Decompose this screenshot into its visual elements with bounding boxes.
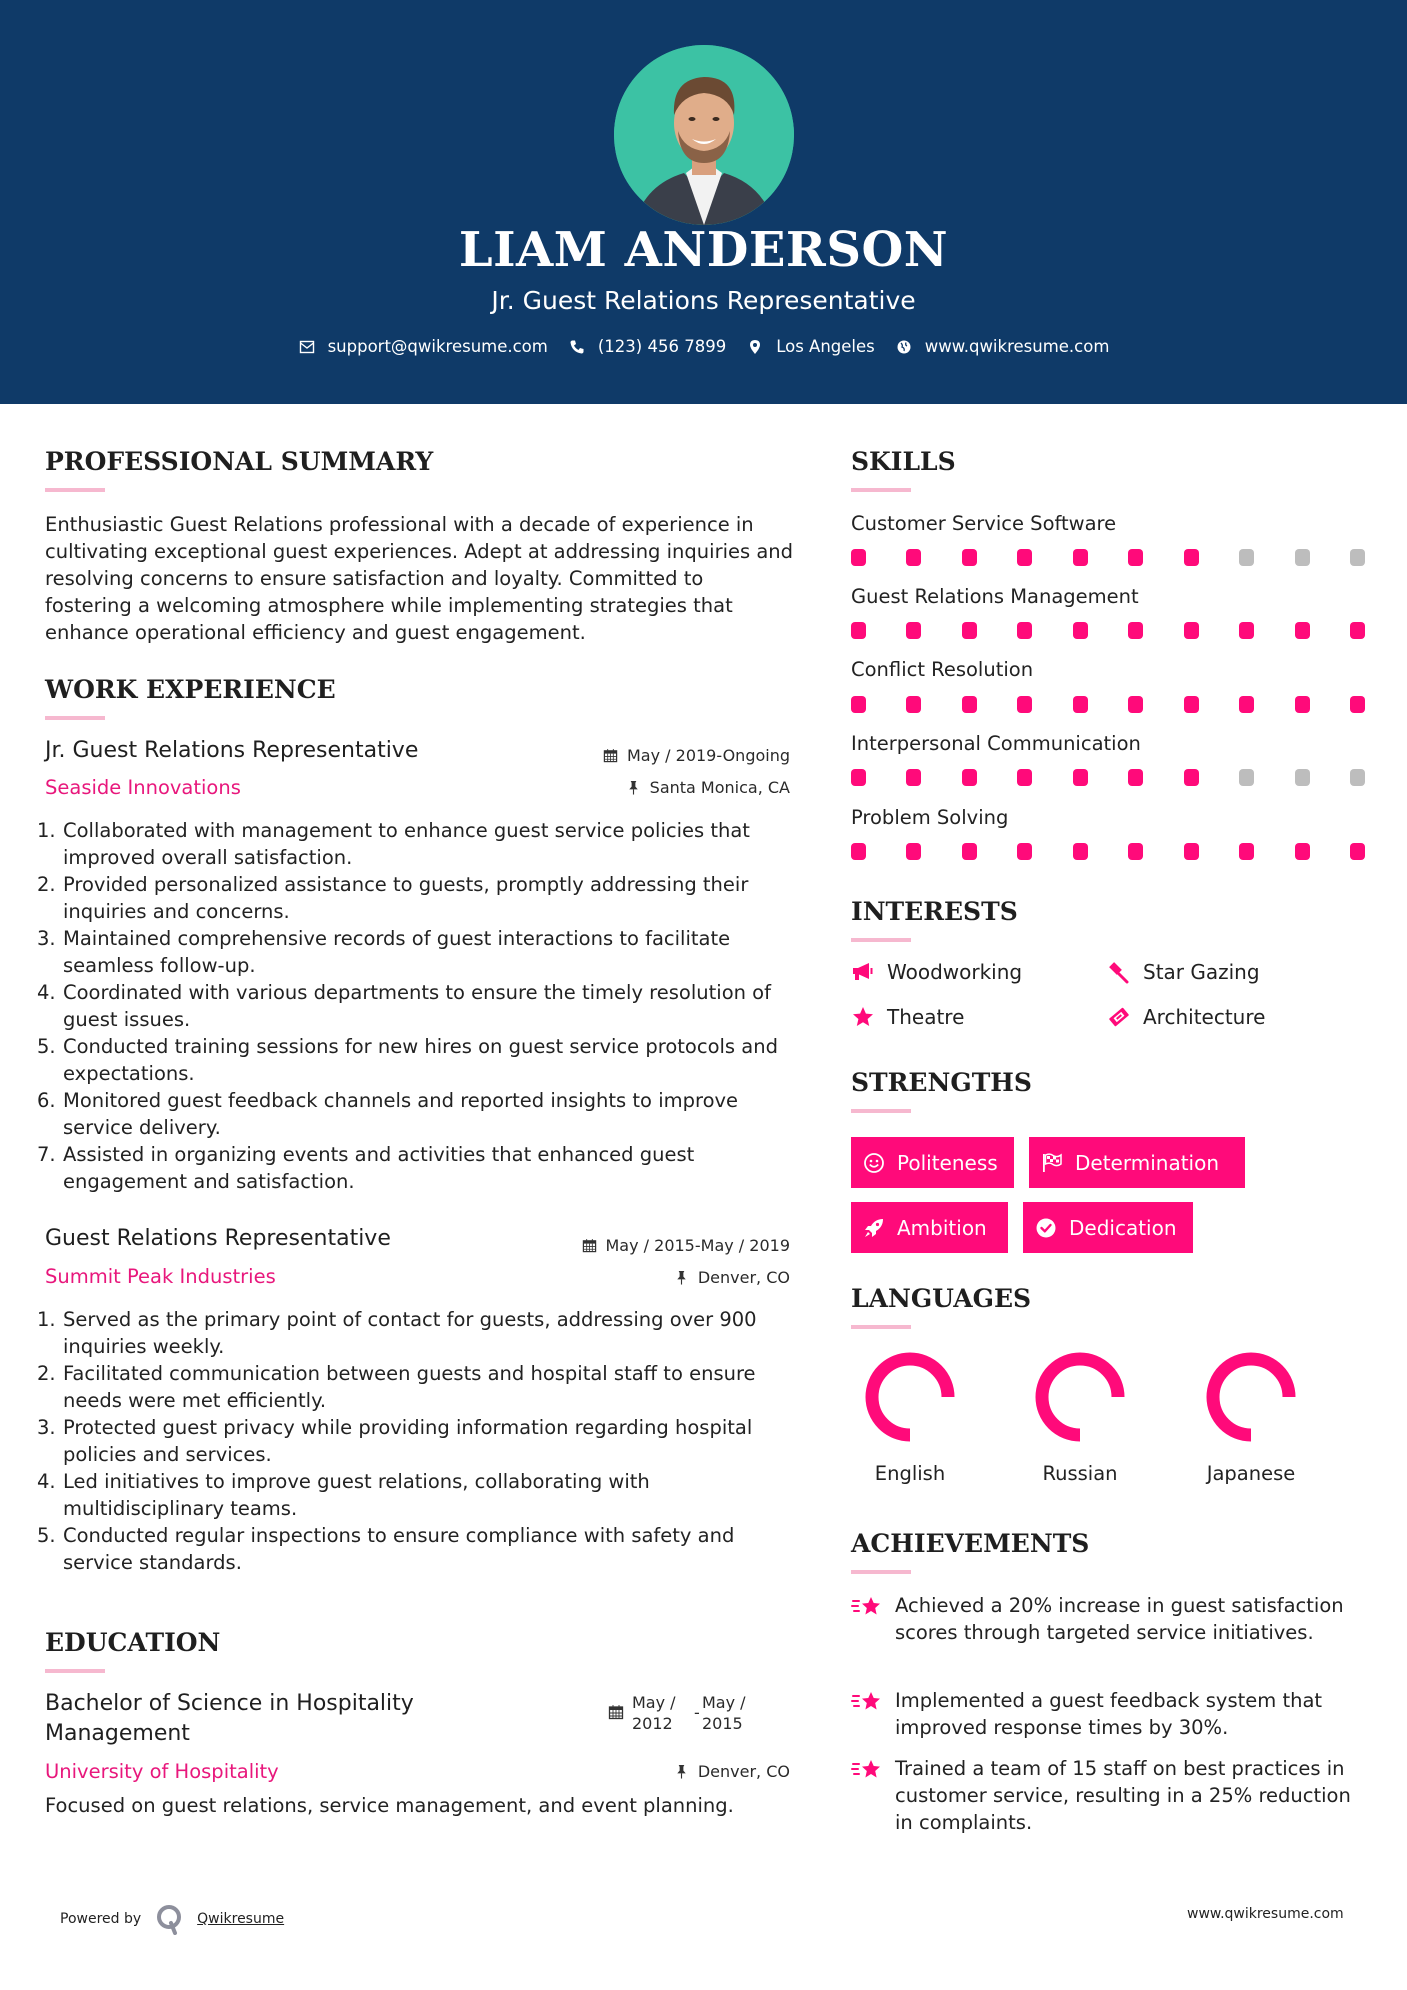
star-icon	[851, 1005, 877, 1029]
section-title-interests: INTERESTS	[851, 897, 1018, 926]
skill-dot-filled	[962, 696, 977, 713]
achievement-item: Trained a team of 15 staff on best practices in customer service, resulting in a 25% reduction in complaints.	[851, 1755, 1371, 1836]
skill-dot-filled	[1295, 843, 1310, 860]
skill-name: Problem Solving	[851, 806, 1009, 829]
section-title-achievements: ACHIEVEMENTS	[851, 1529, 1090, 1558]
skill-name: Interpersonal Communication	[851, 732, 1141, 755]
section-title-skills: SKILLS	[851, 447, 956, 476]
skill-dot-filled	[962, 549, 977, 566]
skill-dot-empty	[1350, 769, 1365, 786]
skill-dot-filled	[1295, 696, 1310, 713]
shooting-star-icon	[851, 1592, 895, 1646]
skill-dot-filled	[1017, 843, 1032, 860]
gavel-icon	[1107, 960, 1133, 984]
skill-dot-filled	[906, 769, 921, 786]
section-title-education: EDUCATION	[45, 1628, 221, 1657]
candidate-name: LIAM ANDERSON	[458, 222, 949, 278]
list-item: 3. Protected guest privacy while providing information regarding hospital policies and services.	[37, 1416, 753, 1466]
pushpin-icon	[674, 1764, 690, 1780]
company-name: Summit Peak Industries	[45, 1265, 276, 1288]
section-rule	[851, 938, 911, 942]
map-marker-icon	[746, 338, 764, 356]
strength-badge: Determination	[1029, 1137, 1245, 1188]
skill-dot-filled	[962, 622, 977, 639]
list-item: 4. Led initiatives to improve guest relations, collaborating with multidisciplinary teams.	[37, 1470, 650, 1520]
section-rule	[851, 488, 911, 492]
skill-dot-empty	[1295, 549, 1310, 566]
skill-dot-filled	[1295, 622, 1310, 639]
company-name: Seaside Innovations	[45, 776, 241, 799]
contact-email-text: support@qwikresume.com	[327, 337, 548, 356]
degree-title-line2: Management	[45, 1721, 190, 1746]
skill-rating	[851, 549, 1365, 566]
skill-dot-filled	[906, 696, 921, 713]
language-name: Russian	[1042, 1462, 1118, 1485]
contact-phone[interactable]	[568, 337, 726, 356]
flag-checkered-icon	[1041, 1152, 1063, 1174]
language-name: Japanese	[1206, 1462, 1296, 1485]
rocket-icon	[863, 1217, 885, 1239]
skill-name: Customer Service Software	[851, 512, 1117, 535]
skill-dot-empty	[1350, 549, 1365, 566]
skill-dot-filled	[1073, 549, 1088, 566]
job-location: Denver, CO	[674, 1268, 790, 1287]
calendar-icon	[582, 1238, 598, 1254]
skill-dot-filled	[1128, 843, 1143, 860]
language-progress-ring	[863, 1350, 957, 1444]
skill-dot-filled	[1017, 549, 1032, 566]
skill-dot-filled	[1073, 696, 1088, 713]
pushpin-icon	[626, 780, 642, 796]
contact-website[interactable]	[895, 337, 1110, 356]
list-item: 1. Served as the primary point of contact for guests, addressing over 900 inquiries weekly.	[37, 1308, 757, 1358]
strength-badge: Politeness	[851, 1137, 1014, 1188]
contact-website-text: www.qwikresume.com	[924, 337, 1110, 356]
avatar	[614, 45, 794, 225]
section-rule	[851, 1325, 911, 1329]
section-title-summary: PROFESSIONAL SUMMARY	[45, 447, 434, 476]
contact-bar	[0, 337, 1407, 356]
candidate-title: Jr. Guest Relations Representative	[491, 286, 916, 315]
contact-phone-text: (123) 456 7899	[597, 337, 727, 356]
duties-list	[37, 1306, 800, 1576]
skill-dot-filled	[1128, 769, 1143, 786]
skill-dot-filled	[1184, 622, 1199, 639]
globe-icon	[895, 338, 913, 356]
skill-dot-filled	[1073, 622, 1088, 639]
section-rule	[851, 1570, 911, 1574]
interest-item: Woodworking	[851, 960, 1022, 984]
skill-dot-filled	[851, 549, 866, 566]
job-title: Jr. Guest Relations Representative	[45, 738, 419, 763]
list-item: 7. Assisted in organizing events and activities that enhanced guest engagement and satisfaction.	[37, 1143, 695, 1193]
summary-text: Enthusiastic Guest Relations professional with a decade of experience in cultivating exceptional guest experiences. Adept at addressing inquiries and resolving concerns to ensure satisfaction and loyalty. Committed to fostering a welcoming atmosphere while implementing strategies that enhance operational efficiency and guest engagement.	[45, 513, 794, 644]
contact-location	[746, 337, 875, 356]
section-title-languages: LANGUAGES	[851, 1284, 1032, 1313]
skill-dot-filled	[1017, 622, 1032, 639]
section-title-experience: WORK EXPERIENCE	[45, 675, 336, 704]
skill-dot-filled	[1239, 843, 1254, 860]
skill-dot-filled	[1184, 696, 1199, 713]
language-item	[1015, 1350, 1145, 1485]
skill-dot-filled	[906, 549, 921, 566]
list-item: 1. Collaborated with management to enhance guest service policies that improved overall satisfaction.	[37, 819, 750, 869]
list-item: 5. Conducted training sessions for new hires on guest service protocols and expectations.	[37, 1035, 778, 1085]
education-location: Denver, CO	[674, 1762, 790, 1781]
skill-rating	[851, 843, 1365, 860]
skill-dot-filled	[1350, 696, 1365, 713]
achievement-item: Implemented a guest feedback system that improved response times by 30%.	[851, 1687, 1371, 1741]
skill-dot-filled	[1184, 549, 1199, 566]
degree-title-line1: Bachelor of Science in Hospitality	[45, 1691, 414, 1716]
skill-dot-filled	[851, 769, 866, 786]
check-circle-icon	[1035, 1217, 1057, 1239]
skill-dot-filled	[1128, 622, 1143, 639]
interest-item: Theatre	[851, 1005, 964, 1029]
shooting-star-icon	[851, 1687, 895, 1741]
powered-by-label: Powered by	[60, 1911, 142, 1927]
job-title: Guest Relations Representative	[45, 1226, 391, 1251]
list-item: 4. Coordinated with various departments to ensure the timely resolution of guest issues.	[37, 981, 771, 1031]
shooting-star-icon	[851, 1755, 895, 1836]
profile-photo	[614, 45, 794, 225]
language-item	[1186, 1350, 1316, 1485]
skill-rating	[851, 622, 1365, 639]
phone-icon	[568, 338, 586, 356]
skill-dot-filled	[1239, 696, 1254, 713]
section-rule	[45, 716, 105, 720]
strength-badge: Dedication	[1023, 1202, 1193, 1253]
education-dates: May / 2012 - May / 2015	[608, 1692, 752, 1734]
skill-dot-filled	[1017, 696, 1032, 713]
section-title-strengths: STRENGTHS	[851, 1068, 1032, 1097]
skill-dot-filled	[906, 843, 921, 860]
skill-dot-filled	[1128, 696, 1143, 713]
skill-dot-filled	[851, 843, 866, 860]
qwikresume-logo-icon	[155, 1903, 185, 1935]
job-dates: May / 2015-May / 2019	[582, 1236, 791, 1255]
footer-powered-by	[60, 1903, 284, 1935]
education-description: Focused on guest relations, service management, and event planning.	[45, 1794, 734, 1817]
section-rule	[851, 1109, 911, 1113]
skill-name: Conflict Resolution	[851, 658, 1034, 681]
skill-dot-filled	[1073, 769, 1088, 786]
footer-website-link[interactable]: www.qwikresume.com	[1187, 1906, 1344, 1922]
achievement-item: Achieved a 20% increase in guest satisfaction scores through targeted service initiatives.	[851, 1592, 1371, 1646]
calendar-icon	[608, 1704, 624, 1720]
skill-dot-filled	[962, 769, 977, 786]
list-item: 2. Provided personalized assistance to guests, promptly addressing their inquiries and concerns.	[37, 873, 749, 923]
skill-name: Guest Relations Management	[851, 585, 1139, 608]
skill-dot-filled	[962, 843, 977, 860]
qwikresume-link[interactable]: Qwikresume	[197, 1911, 285, 1927]
interest-item: Star Gazing	[1107, 960, 1260, 984]
strength-badge: Ambition	[851, 1202, 1008, 1253]
section-rule	[45, 1669, 105, 1673]
contact-email[interactable]	[298, 337, 548, 356]
interest-item: Architecture	[1107, 1005, 1265, 1029]
skill-rating	[851, 696, 1365, 713]
language-progress-ring	[1033, 1350, 1127, 1444]
skill-dot-filled	[1184, 769, 1199, 786]
envelope-icon	[298, 338, 316, 356]
list-item: 2. Facilitated communication between guests and hospital staff to ensure needs were met efficiently.	[37, 1362, 756, 1412]
language-item	[845, 1350, 975, 1485]
language-name: English	[874, 1462, 946, 1485]
skill-dot-empty	[1295, 769, 1310, 786]
job-dates: May / 2019-Ongoing	[603, 746, 790, 765]
skill-dot-filled	[906, 622, 921, 639]
skill-dot-filled	[1073, 843, 1088, 860]
skill-dot-filled	[1017, 769, 1032, 786]
language-progress-ring	[1204, 1350, 1298, 1444]
duties-list	[37, 817, 800, 1195]
skill-dot-filled	[851, 622, 866, 639]
skill-dot-filled	[1350, 622, 1365, 639]
skill-dot-empty	[1239, 549, 1254, 566]
list-item: 5. Conducted regular inspections to ensure compliance with safety and service standards.	[37, 1524, 735, 1574]
list-item: 3. Maintained comprehensive records of guest interactions to facilitate seamless follow-up.	[37, 927, 731, 977]
skill-dot-filled	[1350, 843, 1365, 860]
ticket-icon	[1107, 1005, 1133, 1029]
megaphone-icon	[851, 960, 877, 984]
calendar-icon	[603, 748, 619, 764]
skill-dot-filled	[851, 696, 866, 713]
school-name: University of Hospitality	[45, 1760, 279, 1783]
pushpin-icon	[674, 1270, 690, 1286]
skill-dot-filled	[1239, 622, 1254, 639]
contact-location-text: Los Angeles	[776, 337, 875, 356]
job-location: Santa Monica, CA	[626, 778, 790, 797]
smile-icon	[863, 1152, 885, 1174]
list-item: 6. Monitored guest feedback channels and reported insights to improve service delivery.	[37, 1089, 739, 1139]
section-rule	[45, 488, 105, 492]
skill-rating	[851, 769, 1365, 786]
resume-header	[0, 0, 1407, 404]
skill-dot-filled	[1128, 549, 1143, 566]
skill-dot-empty	[1239, 769, 1254, 786]
skill-dot-filled	[1184, 843, 1199, 860]
